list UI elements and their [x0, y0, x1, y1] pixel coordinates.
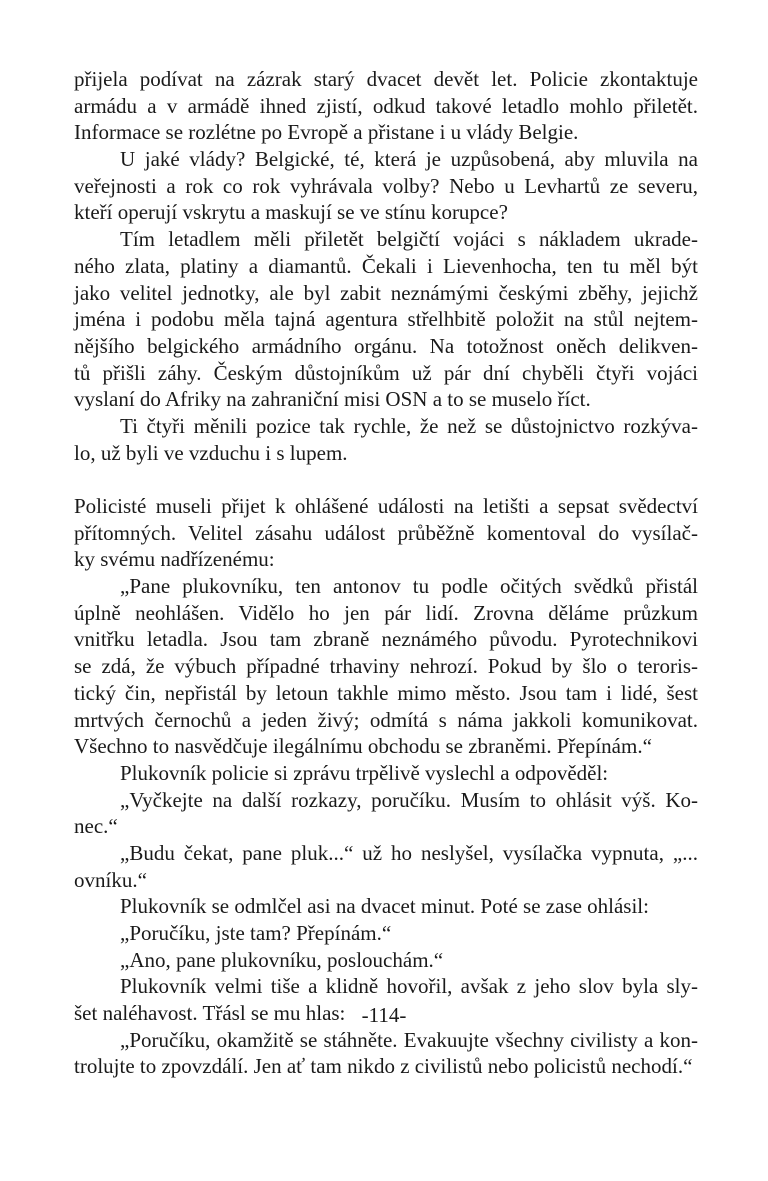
- text-line: „Pane plukovníku, ten antonov tu podle očitých svědků přistál: [120, 574, 698, 599]
- paragraph-gap: [74, 466, 698, 493]
- text-line: Plukovník se odmlčel asi na dvacet minut. Poté se zase ohlásil:: [120, 894, 649, 919]
- paragraph: [74, 413, 698, 466]
- paragraph: [74, 920, 698, 947]
- text-line: „Poručíku, okamžitě se stáhněte. Evakuujte všechny civilisty a kon-: [120, 1027, 698, 1052]
- text-line: šet naléhavost. Třásl se mu hlas:: [74, 1001, 346, 1026]
- paragraph: [74, 493, 698, 573]
- paragraph: [74, 947, 698, 974]
- text-line: úplně neohlášen. Vidělo ho jen pár lidí. Zrovna děláme průzkum: [74, 600, 698, 625]
- text-line: ovníku.“: [74, 867, 147, 892]
- text-line: U jaké vlády? Belgické, té, která je uzpůsobená, aby mluvila na: [120, 147, 698, 172]
- paragraph: [74, 840, 698, 893]
- text-line: přijela podívat na zázrak starý dvacet devět let. Policie zkontaktuje: [74, 67, 698, 91]
- text-line: trolujte to zpovzdálí. Jen ať tam nikdo z civilistů nebo policistů nechodí.“: [74, 1054, 693, 1079]
- text-line: Ti čtyři měnili pozice tak rychle, že než se důstojnictvo rozkýva-: [120, 413, 698, 438]
- text-line: armádu a v armádě ihned zjistí, odkud takové letadlo mohlo přiletět.: [74, 93, 698, 118]
- text-line: tů přišli záhy. Českým důstojníkům už pár dní chyběli čtyři vojáci: [74, 360, 698, 385]
- text-line: jména i podobu měla tajná agentura střelhbitě položit na stůl nejtem-: [74, 307, 698, 332]
- text-line: „Poručíku, jste tam? Přepínám.“: [120, 921, 392, 945]
- text-line: Policisté museli přijet k ohlášené události na letišti a sepsat svědectví: [74, 494, 698, 518]
- text-line: nec.“: [74, 814, 118, 839]
- paragraph: [74, 146, 698, 226]
- text-line: mrtvých černochů a jeden živý; odmítá s náma jakkoli komunikovat.: [74, 707, 698, 732]
- text-line: ného zlata, platiny a diamantů. Čekali i Lievenhocha, ten tu měl být: [74, 253, 698, 278]
- text-line: tický čin, nepřistál by letoun takhle mimo město. Jsou tam i lidé, šest: [74, 680, 698, 705]
- text-line: „Ano, pane plukovníku, poslouchám.“: [120, 947, 444, 972]
- paragraph: [74, 893, 698, 920]
- text-line: Všechno to nasvědčuje ilegálnímu obchodu se zbraněmi. Přepínám.“: [74, 734, 652, 759]
- text-line: vnitřku letadla. Jsou tam zbraně neznámého původu. Pyrotechnikovi: [74, 627, 698, 652]
- text-line: Informace se rozlétne po Evropě a přistane i u vlády Belgie.: [74, 120, 579, 145]
- text-line: jako velitel jednotky, ale byl zabit neznámými českými zběhy, jejichž: [74, 280, 698, 305]
- page-number: -114-: [361, 1003, 407, 1027]
- text-line: „Vyčkejte na další rozkazy, poručíku. Musím to ohlásit výš. Ko-: [120, 787, 698, 812]
- paragraph: [74, 1027, 698, 1080]
- text-line: přítomných. Velitel zásahu událost průběžně komentoval do vysílač-: [74, 520, 698, 545]
- paragraph: [74, 787, 698, 840]
- text-line: se zdá, že výbuch případné trhaviny nehrozí. Pokud by šlo o teroris-: [74, 654, 698, 679]
- text-line: lo, už byli ve vzduchu i s lupem.: [74, 440, 348, 465]
- text-line: Tím letadlem měli přiletět belgičtí vojáci s nákladem ukrade-: [120, 227, 698, 252]
- page-text: [74, 66, 698, 1080]
- text-line: nějšího belgického armádního orgánu. Na totožnost oněch delikven-: [74, 333, 698, 358]
- text-line: „Budu čekat, pane pluk...“ už ho neslyšel, vysílačka vypnuta, „...: [120, 840, 698, 865]
- paragraph: [74, 760, 698, 787]
- paragraph: [74, 573, 698, 760]
- text-line: Plukovník velmi tiše a klidně hovořil, avšak z jeho slov byla sly-: [120, 974, 698, 999]
- text-line: kteří operují vskrytu a maskují se ve stínu korupce?: [74, 200, 508, 225]
- text-line: Plukovník policie si zprávu trpělivě vyslechl a odpověděl:: [120, 760, 609, 785]
- paragraph: [74, 226, 698, 413]
- paragraph: [74, 66, 698, 146]
- text-line: vyslaní do Afriky na zahraniční misi OSN a to se muselo říct.: [74, 387, 591, 412]
- text-line: veřejnosti a rok co rok vyhrávala volby? Nebo u Levhartů ze severu,: [74, 173, 698, 198]
- text-line: ky svému nadřízenému:: [74, 547, 275, 572]
